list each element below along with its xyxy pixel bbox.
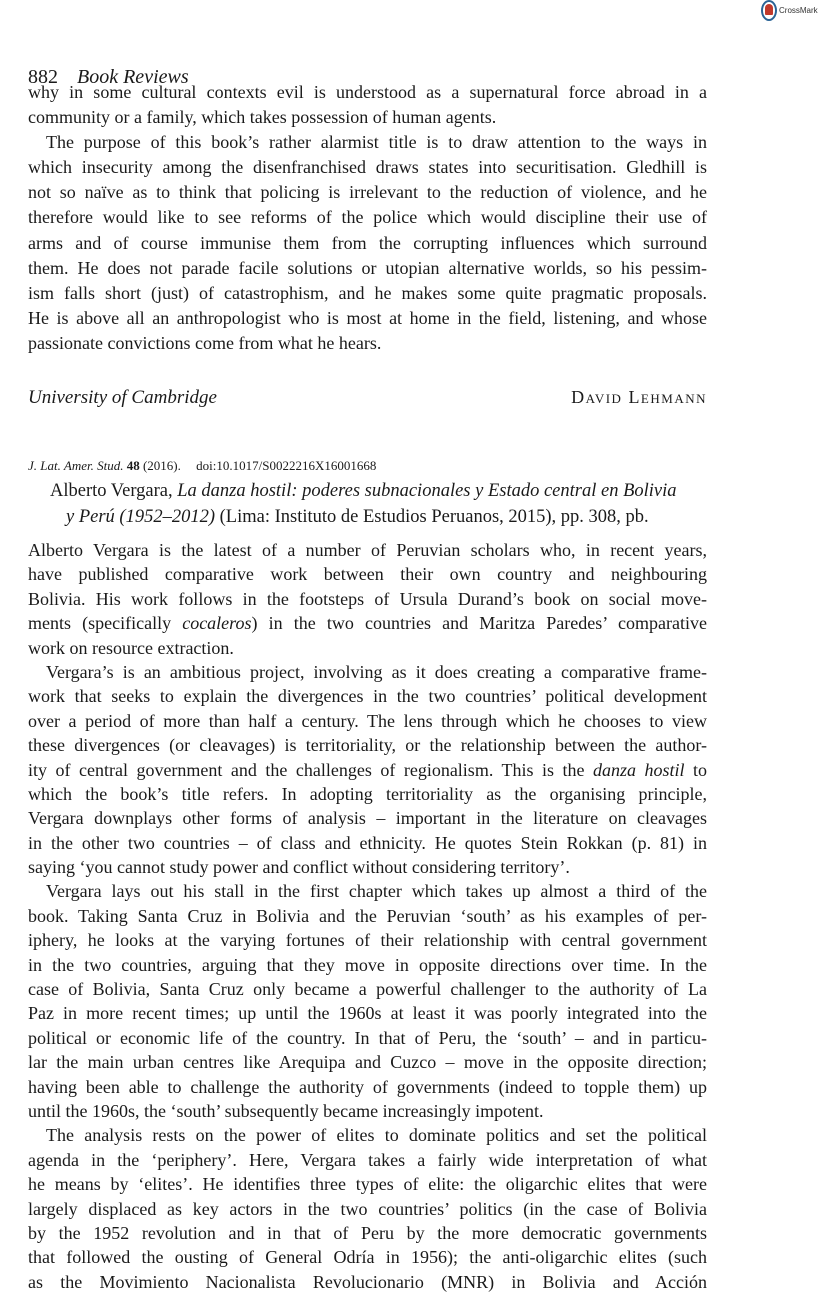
book-details: (Lima: Instituto de Estudios Peruanos, 2015), pp. 308, pb.: [219, 507, 649, 527]
text-line: agenda in the ‘periphery’. Here, Vergara takes a fairly wide interpretation of what: [28, 1149, 707, 1170]
text-line: case of Bolivia, Santa Cruz only became a powerful challenger to the authority of La: [28, 979, 707, 1000]
text-line: by the 1952 revolution and in that of Peru by the more democratic governments: [28, 1222, 707, 1243]
text-segment: ity of central government and the challenges of regionalism. This is the: [28, 759, 593, 780]
text-line: largely displaced as key actors in the two countries’ politics (in the case of Bolivia: [28, 1198, 707, 1219]
text-line: he means by ‘elites’. He identifies three types of elite: the oligarchic elites that were: [28, 1174, 707, 1195]
journal-year: (2016).: [142, 458, 181, 473]
review-text: [28, 538, 707, 1294]
text-line: passionate convictions come from what he hears.: [28, 332, 382, 353]
page-number: 882: [28, 66, 58, 88]
italic-term: danza hostil: [592, 759, 685, 780]
book-reference: [50, 478, 710, 530]
text-line: that followed the ousting of General Odría in 1956); the anti-oligarchic elites (such: [28, 1247, 707, 1268]
book-reference-line-2: [50, 504, 710, 530]
text-line: ism falls short (just) of catastrophism, and he makes some quite pragmatic proposals.: [28, 282, 707, 303]
text-line: them. He does not parade facile solutions or utopian alternative worlds, so his pessim-: [28, 257, 707, 278]
text-line: Vergara downplays other forms of analysis – important in the literature on cleavages: [28, 808, 707, 829]
crossmark-badge[interactable]: [761, 0, 818, 21]
text-line: Bolivia. His work follows in the footsteps of Ursula Durand’s book on social move-: [28, 588, 707, 609]
text-line: Vergara lays out his stall in the first chapter which takes up almost a third of the: [46, 881, 707, 902]
text-line: in the two countries, arguing that they move in opposite directions over time. In the: [28, 954, 707, 975]
book-author: Alberto Vergara,: [50, 481, 173, 501]
citation-line: [28, 458, 376, 474]
previous-review-text: [28, 80, 707, 356]
text-line: which the book’s title refers. In adopting territoriality as the organising principle,: [28, 783, 707, 804]
text-line: not so naïve as to think that policing is irrelevant to the reduction of violence, and he: [28, 182, 707, 203]
text-line: The analysis rests on the power of elites to dominate politics and set the political: [46, 1125, 707, 1146]
text-line: Paz in more recent times; up until the 1960s at least it was poorly integrated into the: [28, 1003, 707, 1024]
text-segment: ) in the two countries and Maritza Paredes’ comparative: [251, 613, 708, 634]
text-line: which insecurity among the disenfranchised draws states into securitisation. Gledhill is: [28, 157, 707, 178]
reviewer-signature: [28, 387, 707, 409]
text-segment: ments (specifically: [28, 613, 183, 634]
text-line: iphery, he looks at the varying fortunes of their relationship with central government: [28, 930, 707, 951]
text-line: work on resource extraction.: [28, 637, 234, 658]
text-line: The purpose of this book’s rather alarmist title is to draw attention to the ways in: [46, 132, 707, 153]
text-line: in the other two countries – of class and ethnicity. He quotes Stein Rokkan (p. 81) in: [28, 832, 707, 853]
text-line: arms and of course immunise them from the corrupting influences which surround: [28, 232, 707, 253]
text-line: book. Taking Santa Cruz in Bolivia and the Peruvian ‘south’ as his examples of per-: [28, 905, 707, 926]
text-line: political or economic life of the country. In that of Peru, the ‘south’ – and in particu-: [28, 1027, 707, 1048]
text-line: Vergara’s is an ambitious project, involving as it does creating a comparative frame-: [46, 661, 707, 682]
text-line: lar the main urban centres like Arequipa and Cuzco – move in the opposite direction;: [28, 1052, 707, 1073]
text-segment: to: [684, 759, 707, 780]
doi-link[interactable]: doi:10.1017/S0022216X16001668: [196, 458, 377, 473]
text-line: having been able to challenge the authority of governments (indeed to topple them) up: [28, 1076, 707, 1097]
reviewer-affiliation: University of Cambridge: [28, 387, 217, 408]
text-line: have published comparative work between their own country and neighbouring: [28, 564, 707, 585]
text-line: work that seeks to explain the divergences in the two countries’ political development: [28, 686, 707, 707]
journal-volume: 48: [126, 458, 140, 473]
text-line: these divergences (or cleavages) is territoriality, or the relationship between the author-: [28, 735, 707, 756]
text-line: over a period of more than half a century. The lens through which he chooses to view: [28, 710, 707, 731]
text-line: until the 1960s, the ‘south’ subsequently became increasingly impotent.: [28, 1100, 544, 1121]
book-title-part-2: y Perú (1952–2012): [66, 507, 215, 527]
text-line: [28, 758, 707, 782]
text-line: community or a family, which takes possession of human agents.: [28, 107, 497, 128]
text-line: He is above all an anthropologist who is most at home in the field, listening, and whose: [28, 307, 707, 328]
reviewer-name: David Lehmann: [571, 387, 707, 407]
text-line: saying ‘you cannot study power and conflict without considering territory’.: [28, 857, 570, 878]
text-line: therefore would like to see reforms of the police which would discipline their use of: [28, 207, 707, 228]
book-title-part-1: La danza hostil: poderes subnacionales y Estado central en Bolivia: [177, 481, 677, 501]
text-line: Alberto Vergara is the latest of a number of Peruvian scholars who, in recent years,: [28, 540, 707, 560]
section-title: Book Reviews: [77, 66, 189, 88]
italic-term: cocaleros: [182, 613, 252, 634]
text-line: [28, 611, 707, 635]
crossmark-icon: [761, 0, 777, 21]
text-line: as the Movimiento Nacionalista Revolucionario (MNR) in Bolivia and Acción: [28, 1271, 707, 1292]
book-reference-line-1: [50, 478, 710, 504]
journal-name: J. Lat. Amer. Stud.: [28, 458, 124, 473]
text-line: why in some cultural contexts evil is understood as a supernatural force abroad in a: [28, 82, 707, 102]
crossmark-label: CrossMark: [779, 6, 818, 15]
